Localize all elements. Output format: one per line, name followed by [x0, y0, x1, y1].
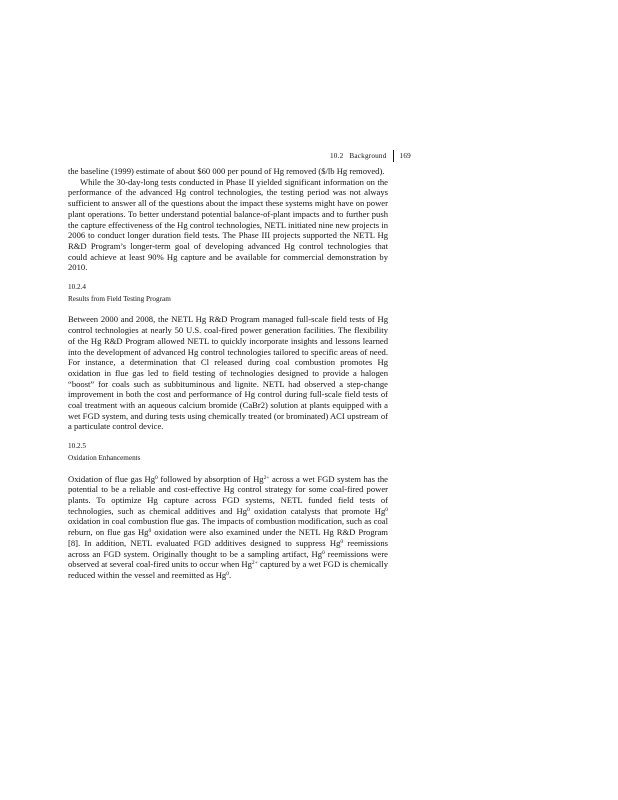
- section-title: Results from Field Testing Program: [68, 295, 171, 304]
- section-heading-10-2-4: [68, 283, 388, 304]
- paragraph-oxidation: Oxidation of flue gas Hg$^0$ followed by absorption of $Hg^{2+}$ across a wet FGD system has the potential to be a reliable and cost-effective Hg control strategy for some coal-fired power plants. To optimize Hg capture across FGD systems, NETL funded field tests of technologies, such as chemical additives and Hg$^0$ oxidation catalysts that promote Hg$^0$ oxidation in coal combustion flue gas. The impacts of combustion modification, such as coal reburn, on flue gas Hg$^0$ oxidation were also examined under the NETL Hg R&D Program [8]. In addition, NETL evaluated FGD additives designed to suppress Hg$^0$ reemissions across an FGD system. Originally thought to be a sampling artifact, Hg$^0$ reemissions were observed at several coal-fired units to occur when $Hg^{2+}$ captured by a wet FGD is chemically reduced within the vessel and reemitted as Hg$^0$.: [68, 473, 388, 580]
- section-title: Oxidation Enhancements: [68, 454, 141, 463]
- running-head: [330, 150, 411, 162]
- running-head-title: Background: [349, 152, 387, 160]
- page-number: 169: [399, 152, 411, 160]
- body-text: [68, 166, 388, 581]
- running-head-divider: [393, 150, 394, 162]
- running-head-section: 10.2: [330, 152, 344, 160]
- paragraph-phase-iii: While the 30-day-long tests conducted in Phase II yielded significant information on the performance of the advanced Hg control technologies, the testing period was not always sufficient to answer all of the questions about the impact these systems might have on power plant operations. To better understand potential balance-of-plant impacts and to further push the capture effectiveness of the Hg control technologies, NETL initiated nine new projects in 2006 to conduct longer duration field tests. The Phase III projects supported the NETL Hg R&D Program’s longer-term goal of developing advanced Hg control technologies that could achieve at least 90% Hg capture and be available for commercial demonstration by 2010.: [68, 176, 388, 273]
- paragraph-continued: the baseline (1999) estimate of about $60 000 per pound of Hg removed ($/lb Hg removed).: [68, 166, 385, 176]
- section-heading-10-2-5: [68, 442, 388, 463]
- section-number: 10.2.4: [68, 283, 86, 292]
- section-number: 10.2.5: [68, 442, 86, 451]
- paragraph-field-testing: Between 2000 and 2008, the NETL Hg R&D Program managed full-scale field tests of Hg control technologies at nearly 50 U.S. coal-fired power generation facilities. The flexibility of the Hg R&D Program allowed NETL to quickly incorporate insights and lessons learned into the development of advanced Hg control technologies tailored to specific areas of need. For instance, a determination that Cl released during coal combustion promotes Hg oxidation in flue gas led to field testing of technologies designed to provide a halogen “boost” for coals such as subbituminous and lignite. NETL had observed a step-change improvement in both the cost and performance of Hg control during full-scale field tests of coal treatment with an aqueous calcium bromide (CaBr2) solution at plants equipped with a wet FGD system, and during tests using chemically treated (or brominated) ACI upstream of a particulate control device.: [68, 314, 388, 432]
